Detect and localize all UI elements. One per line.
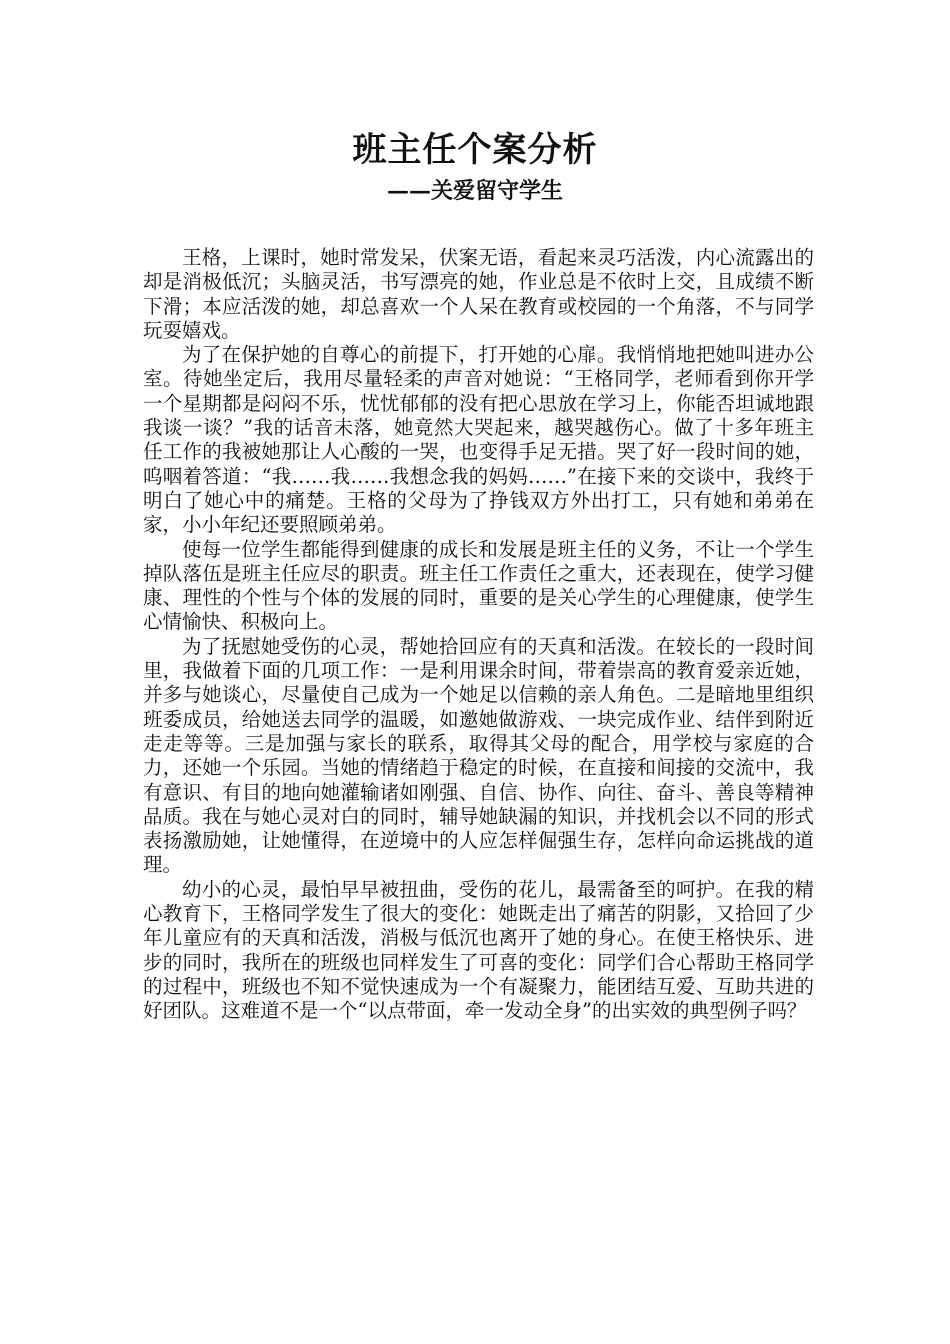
document-title: 班主任个案分析 <box>352 130 598 170</box>
document-body <box>143 246 814 1024</box>
paragraph-1: 王格，上课时，她时常发呆，伏案无语，看起来灵巧活泼，内心流露出的却是消极低沉；头脑灵活，书写漂亮的她，作业总是不依时上交，且成绩不断下滑；本应活泼的她，却总喜欢一个人呆在教育或校园的一个角落，不与同学玩耍嬉戏。 <box>143 246 814 342</box>
paragraph-4: 为了抚慰她受伤的心灵，帮她拾回应有的天真和活泼。在较长的一段时间里，我做着下面的几项工作：一是利用课余时间，带着崇高的教育爱亲近她，并多与她谈心，尽量使自己成为一个她足以信赖的亲人角色。二是暗地里组织班委成员，给她送去同学的温暖，如邀她做游戏、一块完成作业、结伴到附近走走等等。三是加强与家长的联系，取得其父母的配合，用学校与家庭的合力，还她一个乐园。当她的情绪趋于稳定的时候，在直接和间接的交流中，我有意识、有目的地向她灌输诸如刚强、自信、协作、向往、奋斗、善良等精神品质。我在与她心灵对白的同时，辅导她缺漏的知识，并找机会以不同的形式表扬激励她，让她懂得，在逆境中的人应怎样倔强生存，怎样向命运挑战的道理。 <box>143 634 814 877</box>
paragraph-3: 使每一位学生都能得到健康的成长和发展是班主任的义务，不让一个学生掉队落伍是班主任应尽的职责。班主任工作责任之重大，还表现在，使学习健康、理性的个性与个体的发展的同时，重要的是关心学生的心理健康，使学生心情愉快、积极向上。 <box>143 537 814 634</box>
paragraph-2: 为了在保护她的自尊心的前提下，打开她的心扉。我悄悄地把她叫进办公室。待她坐定后，我用尽量轻柔的声音对她说：“王格同学，老师看到你开学一个星期都是闷闷不乐，忧忧郁郁的没有把心思放在学习上，你能否坦诚地跟我谈一谈？”我的话音未落，她竟然大哭起来，越哭越伤心。做了十多年班主任工作的我被她那让人心酸的一哭，也变得手足无措。哭了好一段时间的她，呜咽着答道：“我……我……我想念我的妈妈……”在接下来的交谈中，我终于明白了她心中的痛楚。王格的父母为了挣钱双方外出打工，只有她和弟弟在家，小小年纪还要照顾弟弟。 <box>143 343 814 537</box>
paragraph-5: 幼小的心灵，最怕早早被扭曲，受伤的花儿，最需备至的呵护。在我的精心教育下，王格同学发生了很大的变化：她既走出了痛苦的阴影，又拾回了少年儿童应有的天真和活泼，消极与低沉也离开了她的身心。在使王格快乐、进步的同时，我所在的班级也同样发生了可喜的变化：同学们合心帮助王格同学的过程中，班级也不知不觉快速成为一个有凝聚力，能团结互爱、互助共进的好团队。这难道不是一个“以点带面，牵一发动全身”的出实效的典型例子吗？ <box>143 877 814 1023</box>
document-subtitle: ——关爱留守学生 <box>386 178 563 204</box>
